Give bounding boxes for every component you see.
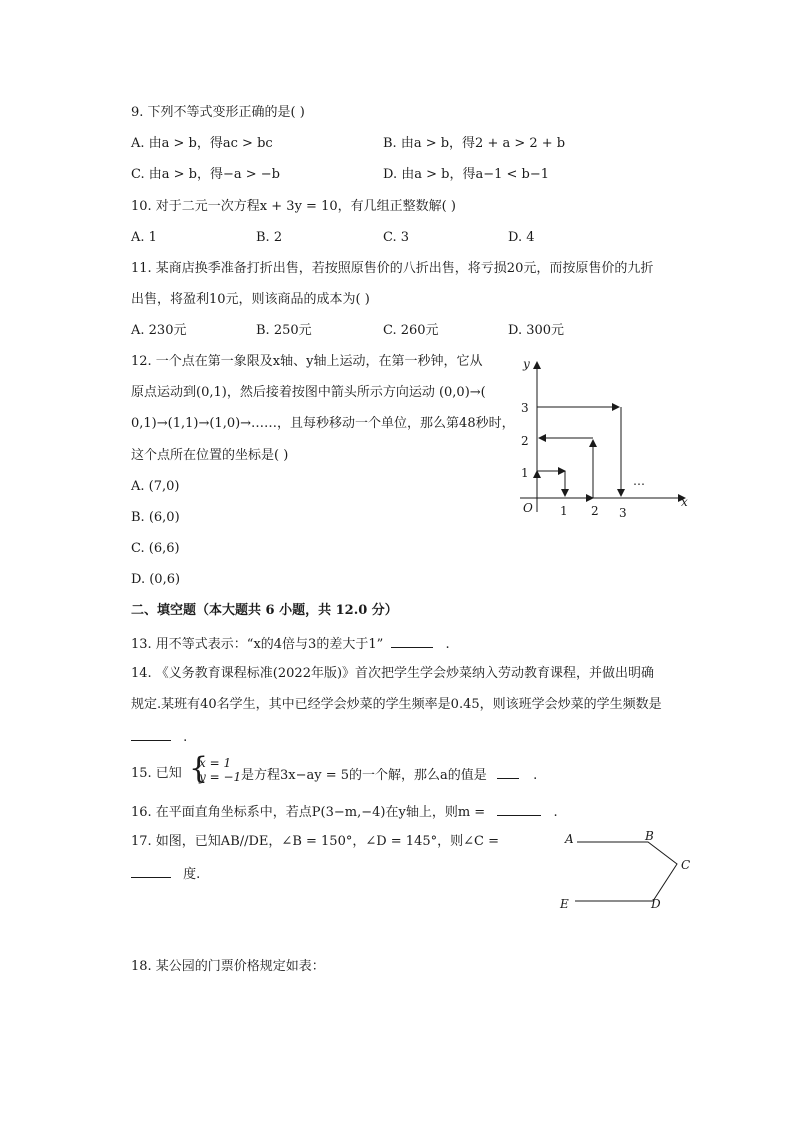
q17-line-2 bbox=[131, 863, 200, 885]
q16-stem: 16. 在平面直角坐标系中，若点P(3−m,−4)在y轴上，则m = bbox=[131, 805, 486, 820]
q10-option-d: D. 4 bbox=[508, 230, 535, 245]
q17-label-c: C bbox=[681, 858, 691, 872]
q18-text: 18. 某公园的门票价格规定如表： bbox=[131, 959, 325, 974]
q15-system-top: x = 1 bbox=[199, 756, 232, 770]
q12-x-tick-1: 1 bbox=[560, 504, 568, 518]
q17-label-a: A bbox=[565, 832, 574, 846]
q17-label-d: D bbox=[651, 897, 661, 911]
q14-line-2: 规定.某班有40名学生，其中已经学会炒菜的学生频率是0.45，则该班学会炒菜的学生频数是 bbox=[131, 697, 662, 712]
q11-line-1: 11. 某商店换季准备打折出售，若按照原售价的八折出售，将亏损20元，而按原售价的九折 bbox=[131, 261, 654, 276]
q17-answer-blank[interactable] bbox=[131, 863, 171, 878]
q16-text bbox=[131, 801, 558, 823]
q12-x-tick-3: 3 bbox=[619, 506, 627, 520]
q9-option-d: D. 由a > b，得a−1 < b−1 bbox=[383, 167, 550, 182]
q13-text bbox=[131, 633, 450, 655]
q12-option-c: C. (6,6) bbox=[131, 541, 180, 556]
q12-y-label: y bbox=[523, 357, 530, 371]
q14-line-3 bbox=[131, 726, 187, 748]
q12-line-1: 12. 一个点在第一象限及x轴、y轴上运动，在第一秒钟，它从 bbox=[131, 354, 483, 369]
q15-suffix: 是方程3x−ay = 5的一个解，那么a的值是 bbox=[241, 768, 487, 783]
q16-answer-blank[interactable] bbox=[497, 801, 541, 816]
q15-period: . bbox=[533, 768, 538, 783]
section-2-heading: 二、填空题（本大题共 6 小题，共 12.0 分） bbox=[131, 603, 398, 618]
q14-period: . bbox=[183, 730, 188, 745]
q12-x-tick-2: 2 bbox=[591, 504, 599, 518]
q12-y-tick-3: 3 bbox=[521, 401, 529, 415]
q12-figure bbox=[515, 350, 690, 520]
q12-y-tick-2: 2 bbox=[521, 434, 529, 448]
q9-stem: 9. 下列不等式变形正确的是( ) bbox=[131, 105, 305, 120]
q12-line-3: 0,1)→(1,1)→(1,0)→……，且每秒移动一个单位，那么第48秒时， bbox=[131, 416, 515, 431]
q15-system-bottom: y = −1 bbox=[199, 770, 242, 784]
q12-line-4: 这个点所在位置的坐标是( ) bbox=[131, 448, 289, 463]
q10-option-c: C. 3 bbox=[383, 230, 410, 245]
q17-label-b: B bbox=[645, 829, 654, 843]
q15-system-brace: { bbox=[189, 751, 209, 786]
q17-figure bbox=[555, 828, 705, 913]
q10-option-b: B. 2 bbox=[256, 230, 283, 245]
q11-option-a: A. 230元 bbox=[131, 323, 187, 338]
q11-option-c: C. 260元 bbox=[383, 323, 439, 338]
q10-stem: 10. 对于二元一次方程x + 3y = 10，有几组正整数解( ) bbox=[131, 199, 456, 214]
q17-line-1: 17. 如图，已知AB//DE，∠B = 150°，∠D = 145°，则∠C = bbox=[131, 834, 499, 849]
q10-option-a: A. 1 bbox=[131, 230, 157, 245]
q12-y-tick-1: 1 bbox=[521, 466, 529, 480]
q11-line-2: 出售，将盈利10元，则该商品的成本为( ) bbox=[131, 292, 370, 307]
q9-option-c: C. 由a > b，得−a > −b bbox=[131, 167, 280, 182]
q12-origin-label: O bbox=[523, 501, 533, 515]
q12-option-b: B. (6,0) bbox=[131, 510, 180, 525]
q13-period: . bbox=[445, 637, 450, 652]
q12-option-a: A. (7,0) bbox=[131, 479, 180, 494]
q13-answer-blank[interactable] bbox=[391, 633, 433, 648]
q17-unit: 度. bbox=[183, 867, 201, 882]
q16-period: . bbox=[553, 805, 558, 820]
q11-option-b: B. 250元 bbox=[256, 323, 312, 338]
q12-x-label: x bbox=[681, 495, 688, 509]
q15-answer-blank[interactable] bbox=[497, 764, 519, 779]
q15-prefix: 15. 已知 bbox=[131, 766, 182, 781]
q17-label-e: E bbox=[560, 897, 569, 911]
q12-ellipsis: … bbox=[633, 474, 645, 488]
q14-line-1: 14. 《义务教育课程标准(2022年版)》首次把学生学会炒菜纳入劳动教育课程，并做出明确 bbox=[131, 666, 655, 681]
q11-option-d: D. 300元 bbox=[508, 323, 565, 338]
q13-stem: 13. 用不等式表示：“x的4倍与3的差大于1” bbox=[131, 637, 384, 652]
q9-option-b: B. 由a > b，得2 + a > 2 + b bbox=[383, 136, 566, 151]
q12-line-2: 原点运动到(0,1)，然后接着按图中箭头所示方向运动 (0,0)→( bbox=[131, 385, 486, 400]
q9-option-a: A. 由a > b，得ac > bc bbox=[131, 136, 273, 151]
q14-answer-blank[interactable] bbox=[131, 726, 171, 741]
q12-option-d: D. (0,6) bbox=[131, 572, 181, 587]
q15-rest bbox=[241, 764, 537, 786]
q17-figure-lines bbox=[575, 842, 677, 901]
